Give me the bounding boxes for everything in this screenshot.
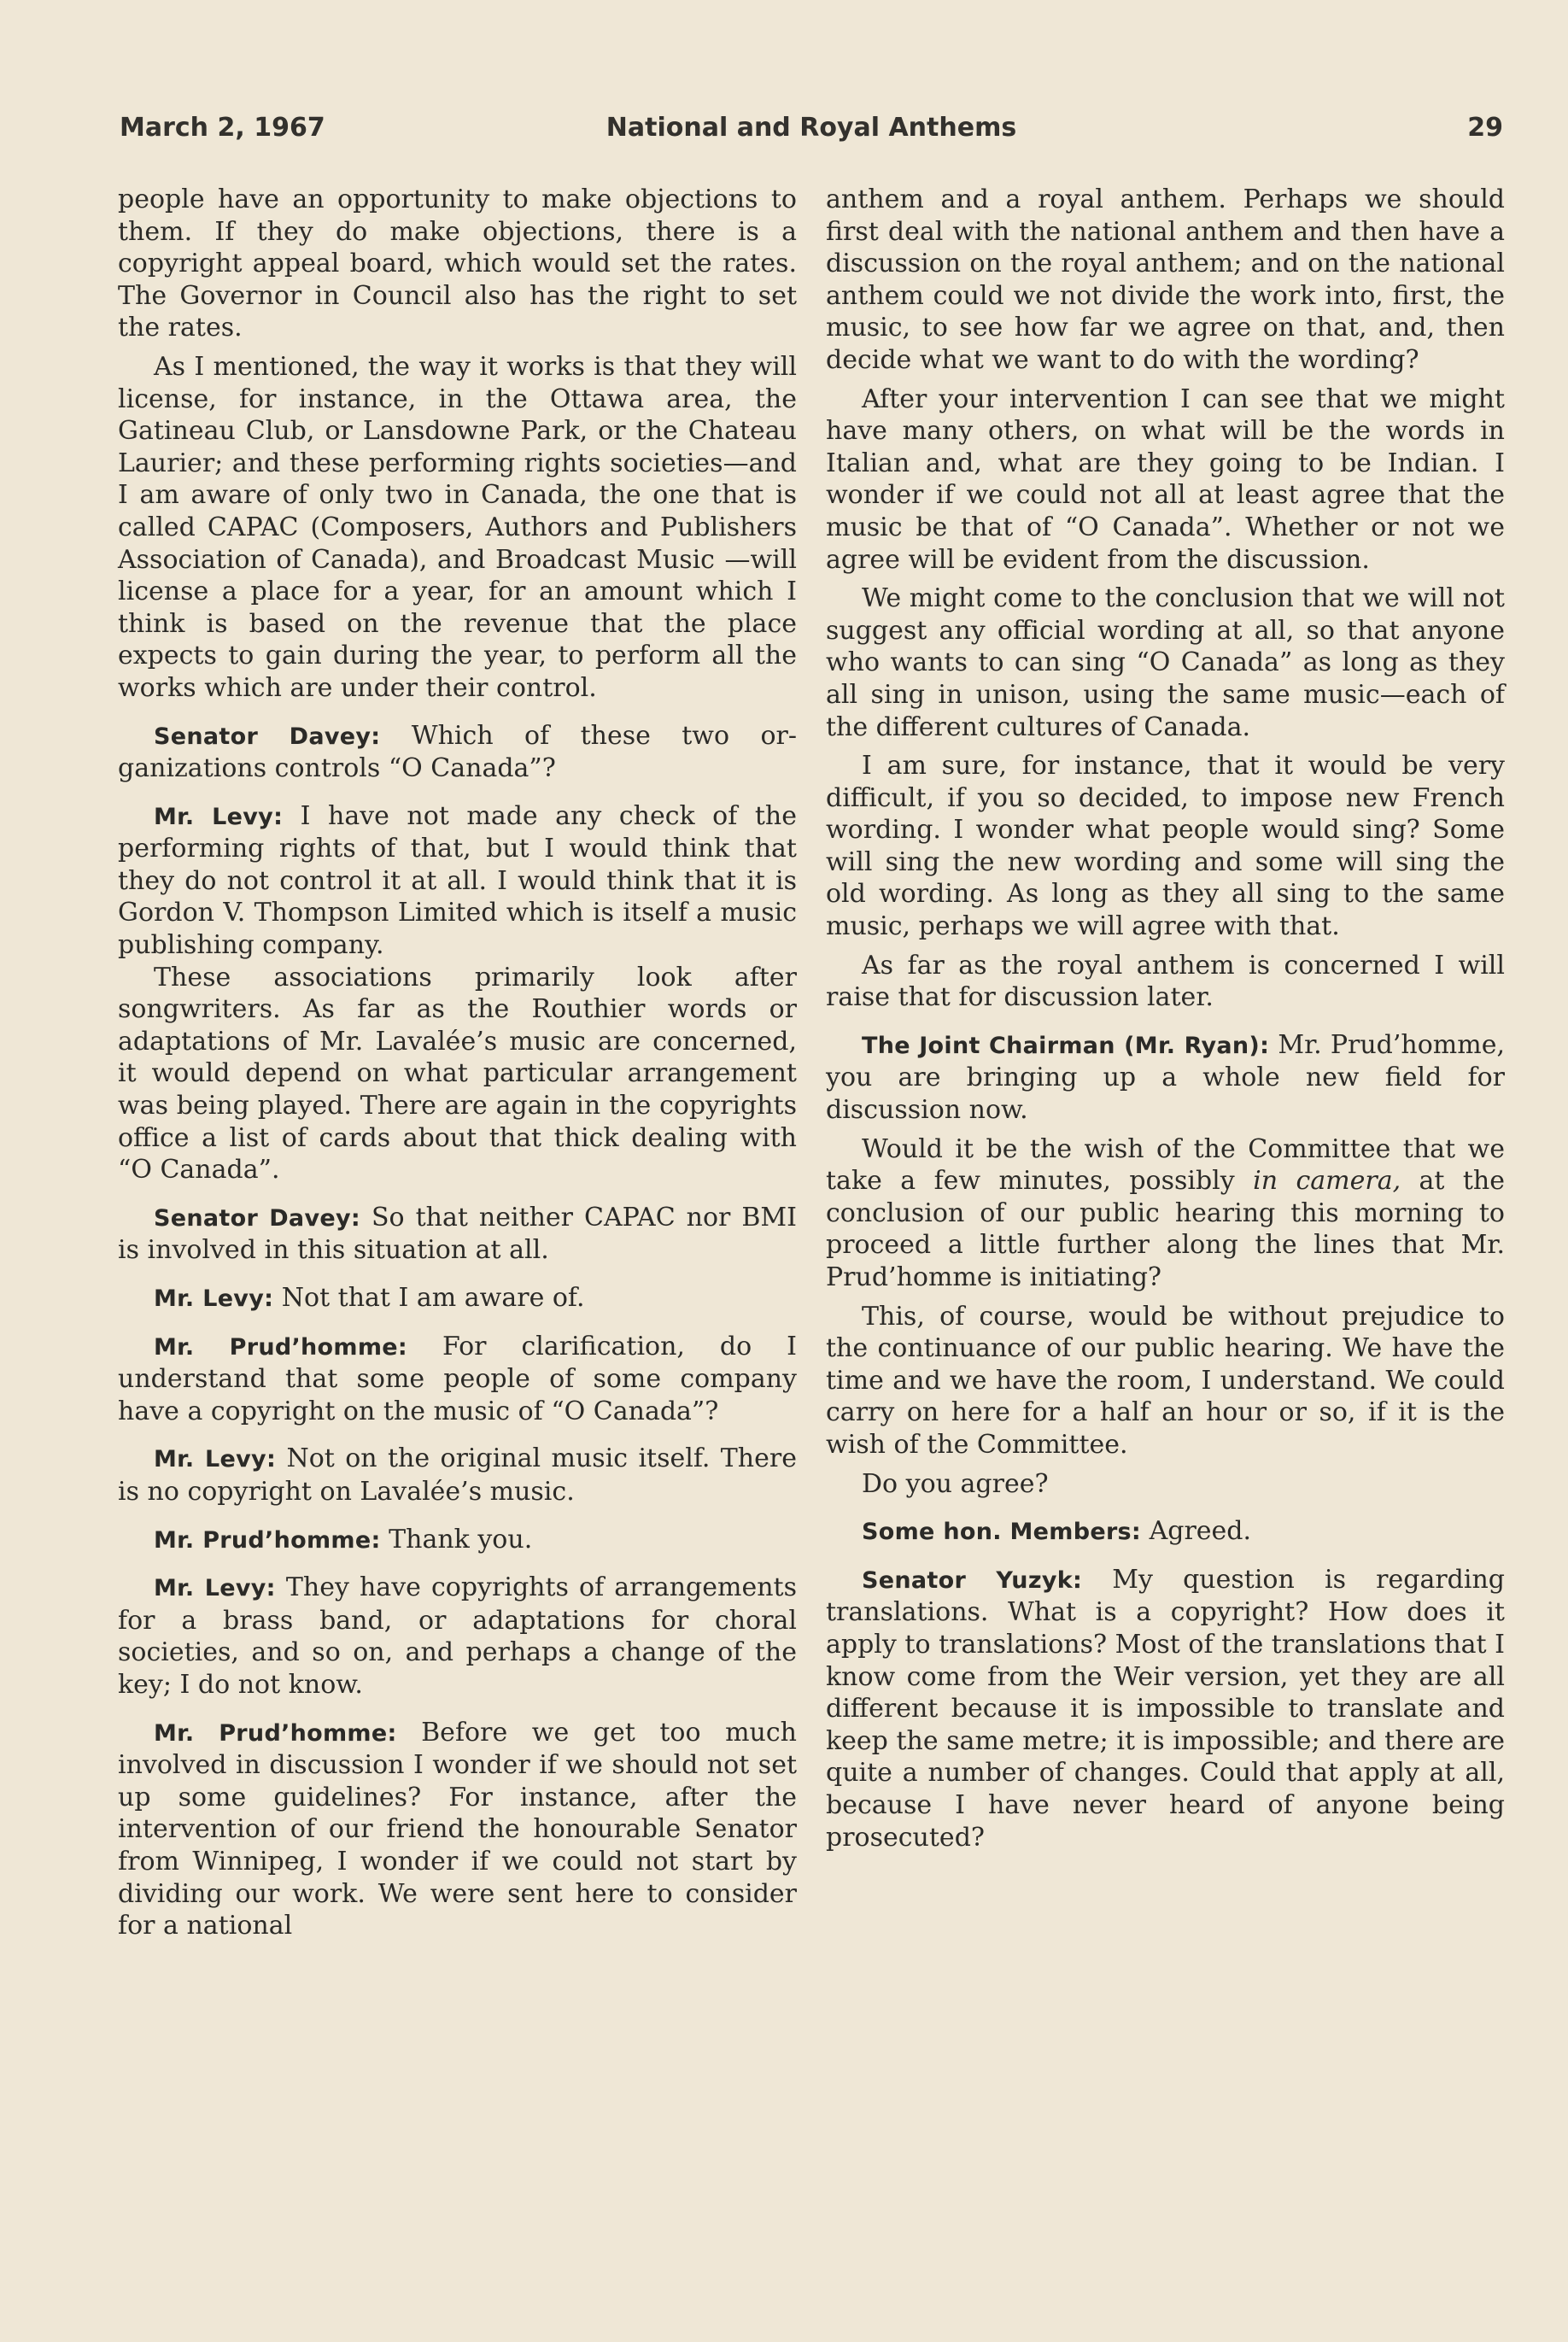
speech-text: Agreed.: [1149, 1516, 1252, 1547]
speech-text: Thank you.: [389, 1524, 533, 1555]
speech-text: Which of these two organizations controls “O Canada”?: [118, 720, 797, 784]
speaker-name: Mr. Levy:: [154, 1446, 277, 1473]
speaker-name: Mr. Prud’homme:: [154, 1719, 397, 1747]
paragraph: As I mentioned, the way it works is that they will license, for instance, in the Ottawa area, the Gatineau Club, or Lansdowne Park, or the Chateau Laurier; and these performing rights societies—and I am aware of only two in Canada, the one that is called CAPAC (Composers, Authors and Publishers Association of Canada), and Broadcast Music —will license a place for a year, for an amount which I think is based on the revenue that the place expects to gain during the year, to perform all the works which are under their control.: [118, 351, 797, 703]
text-span: at the conclusion of our public hearing this morning to proceed a little further along the lines that Mr. Prud’homme is initiating?: [826, 1166, 1505, 1292]
speech-text: Mr. Prud’homme, you are bringing up a whole new field for discussion now.: [826, 1029, 1505, 1126]
speech-text: Not that I am aware of.: [281, 1283, 585, 1313]
paragraph: We might come to the conclusion that we will not suggest any official wording at all, so that anyone who wants to can sing “O Canada” as long as they all sing in unison, using the same music—each of the different cultures of Canada.: [826, 583, 1505, 742]
paragraph: As far as the royal anthem is concerned I will raise that for discussion later.: [826, 950, 1505, 1013]
italic-phrase: in camera,: [1253, 1166, 1401, 1197]
paragraph: This, of course, would be without prejudice to the continuance of our public hearing. We have the time and we have the room, I understand. We could carry on here for a half an hour or so, if it is the wish of the Committee.: [826, 1301, 1505, 1460]
speech-text: They have copyrights of arrangements for a brass band, or adaptations for choral societies, and so on, and perhaps a change of the key; I do not know.: [118, 1572, 797, 1700]
speech-text: I have not made any check of the performing rights of that, but I would think that they do not control it at all. I would think that it is Gordon V. Thompson Limited which is itself a music publishing company.: [118, 800, 797, 961]
speaker-name: Senator Yuzyk:: [862, 1566, 1083, 1594]
speech: [118, 1282, 797, 1315]
page-number: 29: [1467, 113, 1503, 143]
paragraph: After your intervention I can see that we might have many others, on what will be the words in Italian and, what are they going to be Indian. I wonder if we could not all at least agree that the music be that of “O Canada”. Whether or not we agree will be evident from the discussion.: [826, 384, 1505, 575]
paragraph: anthem and a royal anthem. Perhaps we should first deal with the national anthem and then have a discussion on the royal anthem; and on the national anthem could we not divide the work into, first, the music, to see how far we agree on that, and, then decide what we want to do with the wording?: [826, 184, 1505, 375]
speaker-name: Mr. Levy:: [154, 1575, 276, 1602]
speech-text: Before we get too much involved in discussion I wonder if we should not set up some guidelines? For instance, after the intervention of our friend the honourable Senator from Winnipeg, I wonder if we could not start by dividing our work. We were sent here to consider for a national: [118, 1717, 797, 1941]
speaker-name: Some hon. Members:: [862, 1519, 1142, 1546]
speech-text: For clarification, do I understand that some people of some company have a copyright on the music of “O Canada”?: [118, 1331, 797, 1426]
speech: [118, 1202, 797, 1267]
speech: [826, 1029, 1505, 1127]
speaker-name: Senator Davey:: [154, 1204, 360, 1232]
header-title: National and Royal Anthems: [606, 113, 1017, 143]
speech: [118, 1331, 797, 1428]
speech: [118, 800, 797, 962]
speech: [118, 720, 797, 785]
speaker-name: Mr. Levy:: [154, 803, 284, 830]
speaker-name: Mr. Prud’homme:: [154, 1333, 407, 1361]
paragraph: people have an opportunity to make objections to them. If they do make objections, there is a copyright appeal board, which would set the rates. The Governor in Council also has the right to set the rates.: [118, 184, 797, 343]
speech: [118, 1443, 797, 1508]
paragraph: These associations primarily look after songwriters. As far as the Routhier words or adaptations of Mr. Lavalée’s music are concerned, it would depend on what particular arrangement was being played. There are again in the copyrights office a list of cards about that thick dealing with “O Canada”.: [118, 962, 797, 1186]
header-date: March 2, 1967: [120, 113, 325, 143]
speech: [826, 1515, 1505, 1549]
speaker-name: Mr. Prud’homme:: [154, 1526, 381, 1554]
speech: [826, 1564, 1505, 1853]
text-span: Would it be the wish of the Committee that we take a few minutes, possibly: [826, 1133, 1505, 1197]
speaker-name: Senator Davey:: [154, 723, 381, 750]
paragraph: [826, 1133, 1505, 1294]
paragraph: I am sure, for instance, that it would be very difficult, if you so decided, to impose new French wording. I wonder what people would sing? Some will sing the new wording and some will sing the old wording. As long as they all sing to the same music, perhaps we will agree with that.: [826, 751, 1505, 942]
running-header: [120, 113, 1503, 155]
left-column: [118, 184, 797, 1942]
right-column: [826, 184, 1505, 1853]
speech: [118, 1717, 797, 1942]
speech-text: My question is regarding translations. What is a copyright? How does it apply to translations? Most of the translations that I know come from the Weir version, yet they are all different because it is impossible to translate and keep the same metre; it is impossible; and there are quite a number of changes. Could that apply at all, because I have never heard of anyone being prosecuted?: [826, 1564, 1505, 1853]
speech-text: So that neither CAPAC nor BMI is involved in this situation at all.: [118, 1202, 797, 1266]
speech-text: Not on the original music itself. There is no copyright on Lavalée’s music.: [118, 1443, 797, 1507]
speech: [118, 1572, 797, 1701]
speaker-name: The Joint Chairman (Mr. Ryan):: [862, 1032, 1270, 1059]
paragraph: Do you agree?: [862, 1468, 1049, 1499]
speech: [118, 1524, 797, 1557]
speaker-name: Mr. Levy:: [154, 1285, 274, 1312]
